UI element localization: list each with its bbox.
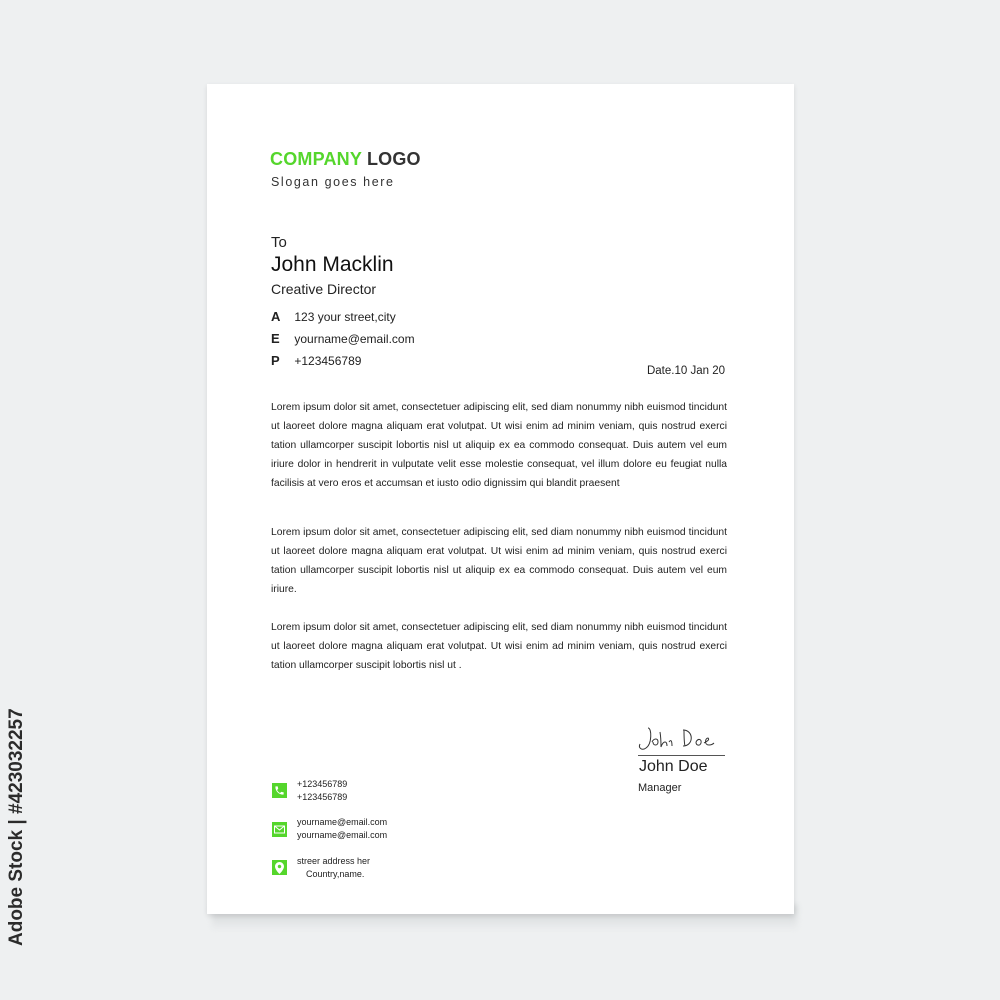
logo-word-company: COMPANY xyxy=(270,149,362,169)
body-paragraph: Lorem ipsum dolor sit amet, consectetuer adipiscing elit, sed diam nonummy nibh euismod tincidunt ut laoreet dolore magna aliquam erat volutpat. Ut wisi enim ad minim veniam, quis nostrud exerci tation ullamcorper suscipit lobortis nisl ut . xyxy=(271,622,727,671)
footer-address-line: streer address her xyxy=(297,856,371,866)
contact-value: +123456789 xyxy=(294,354,362,368)
page-decoration xyxy=(207,84,794,914)
contact-value: 123 your street,city xyxy=(294,310,396,324)
letter-date: Date.10 Jan 20 xyxy=(646,365,725,377)
recipient-title: Creative Director xyxy=(271,281,377,297)
body-paragraph: Lorem ipsum dolor sit amet, consectetuer adipiscing elit, sed diam nonummy nibh euismod tincidunt ut laoreet dolore magna aliquam erat volutpat. Ut wisi enim ad minim veniam, quis nostrud exerci tation ullamcorper suscipit lobortis nisl ut aliquip ex ea commodo consequat. Duis autem vel eum iriure. xyxy=(271,527,727,595)
contact-key: P xyxy=(271,353,280,368)
contact-email xyxy=(271,331,415,346)
to-label: To xyxy=(271,234,287,251)
contact-address xyxy=(271,309,396,324)
contact-key: A xyxy=(271,309,281,324)
recipient-name: John Macklin xyxy=(271,253,394,276)
contact-key: E xyxy=(271,331,280,346)
footer-phone: +123456789 xyxy=(297,779,348,789)
company-logo xyxy=(270,149,421,170)
signatory-name: John Doe xyxy=(639,758,708,775)
logo-word-logo: LOGO xyxy=(366,149,421,169)
footer-email: yourname@email.com xyxy=(297,817,388,827)
signature-line xyxy=(638,755,725,756)
body-paragraph: Lorem ipsum dolor sit amet, consectetuer adipiscing elit, sed diam nonummy nibh euismod tincidunt ut laoreet dolore magna aliquam erat volutpat. Ut wisi enim ad minim veniam, quis nostrud exerci tation ullamcorper suscipit lobortis nisl ut aliquip ex ea commodo consequat. Duis autem vel eum iriure dolor in hendrerit in vulputate velit esse molestie consequat, vel illum dolore eu feugiat nulla facilisis at vero eros et accumsan et iusto odio dignissim qui blandit praesent xyxy=(271,402,727,489)
stock-id-text: Adobe Stock | #423032257 xyxy=(6,708,27,946)
footer-phone: +123456789 xyxy=(297,792,348,802)
footer-address xyxy=(297,855,370,881)
stock-id-label xyxy=(6,708,34,946)
location-pin-icon xyxy=(272,860,287,875)
footer-email: yourname@email.com xyxy=(297,830,388,840)
mail-icon xyxy=(272,822,287,837)
footer-phones xyxy=(297,778,347,804)
footer-address-line: Country,name. xyxy=(306,869,365,879)
slogan: Slogan goes here xyxy=(271,175,395,189)
signatory-role: Manager xyxy=(638,782,682,794)
handwritten-signature xyxy=(636,724,716,754)
contact-value: yourname@email.com xyxy=(294,332,415,346)
footer-emails xyxy=(297,816,387,842)
phone-icon xyxy=(272,783,287,798)
contact-phone xyxy=(271,353,361,368)
